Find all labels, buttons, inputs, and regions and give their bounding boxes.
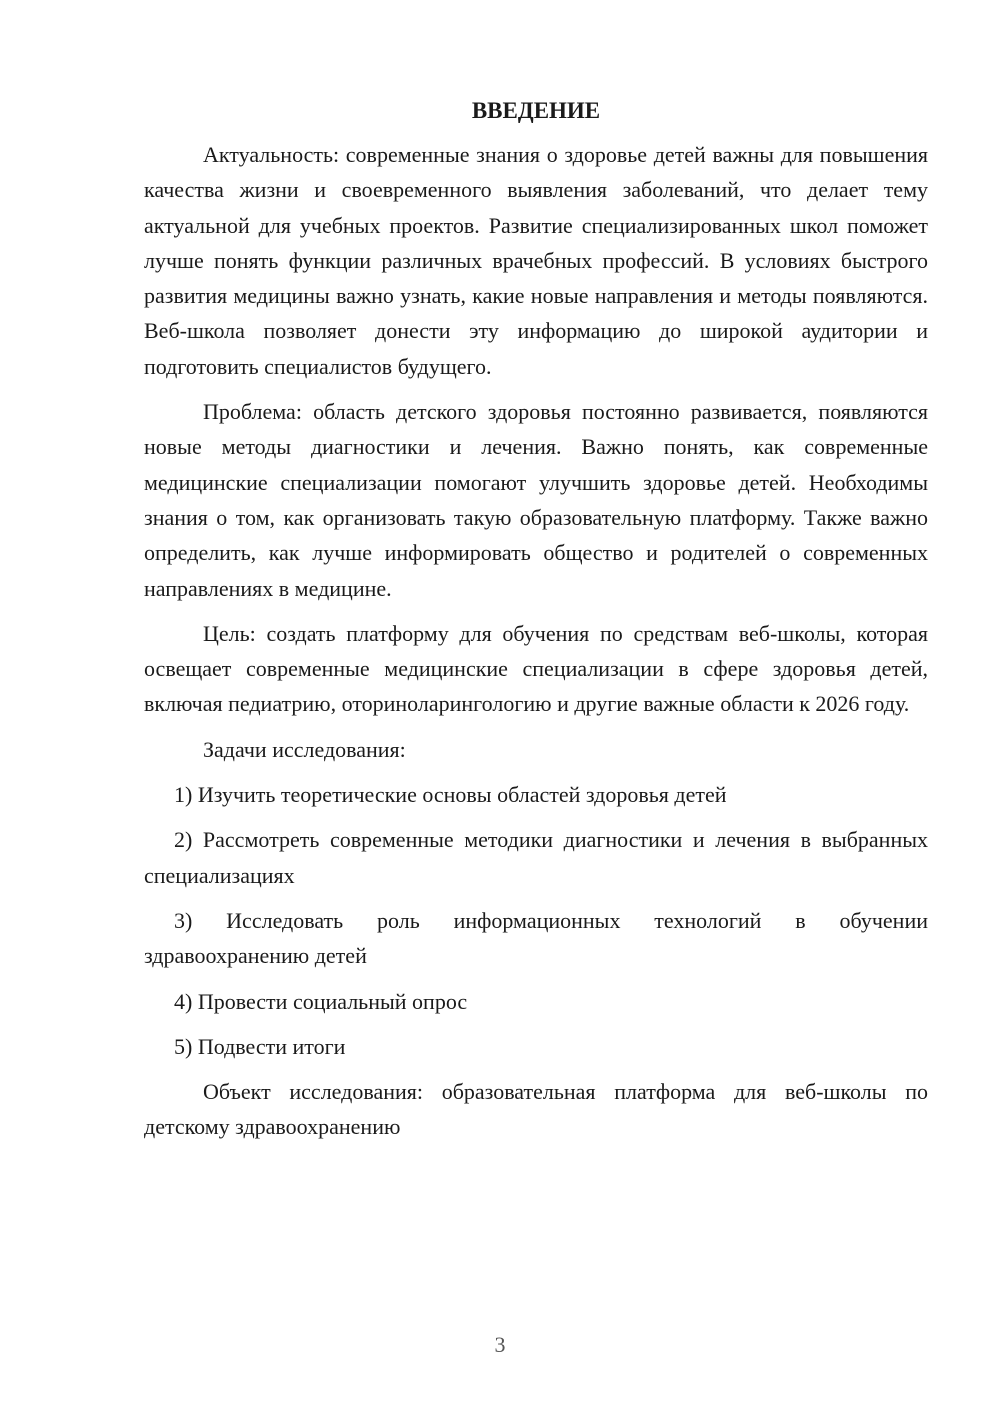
task-item: 5) Подвести итоги bbox=[174, 1033, 346, 1059]
task-item: 3) Исследовать роль информационных технологий в обучении здравоохранению детей bbox=[144, 907, 928, 969]
task-item: 1) Изучить теоретические основы областей здоровья детей bbox=[174, 782, 727, 808]
problem-paragraph: Проблема: область детского здоровья постоянно развивается, появляются новые методы диагностики и лечения. Важно понять, как современные медицинские специализации помогают улучшить здоровье детей. Необходимы знания о том, как организовать такую образовательную платформу. Также важно определить, как лучше информировать общество и родителей о современных направлениях в медицине. bbox=[144, 399, 928, 601]
task-item: 2) Рассмотреть современные методики диагностики и лечения в выбранных специализациях bbox=[144, 827, 928, 888]
section-title: ВВЕДЕНИЕ bbox=[471, 98, 601, 123]
tasks-heading: Задачи исследования: bbox=[203, 736, 406, 762]
page-content bbox=[144, 96, 928, 1155]
task-item: 4) Провести социальный опрос bbox=[174, 988, 468, 1014]
goal-paragraph: Цель: создать платформу для обучения по средствам веб-школы, которая освещает современные медицинские специализации в сфере здоровья детей, включая педиатрию, оториноларингологию и другие важные области к 2026 году. bbox=[144, 620, 928, 717]
page-number: 3 bbox=[494, 1332, 506, 1357]
object-paragraph: Объект исследования: образовательная платформа для веб-школы по детскому здравоохранению bbox=[144, 1079, 928, 1140]
relevance-paragraph: Актуальность: современные знания о здоровье детей важны для повышения качества жизни и своевременного выявления заболеваний, что делает тему актуальной для учебных проектов. Развитие специализированных школ поможет лучше понять функции различных врачебных профессий. В условиях быстрого развития медицины важно узнать, какие новые направления и методы появляются. Веб-школа позволяет донести эту информацию до широкой аудитории и подготовить специалистов будущего. bbox=[144, 142, 928, 379]
